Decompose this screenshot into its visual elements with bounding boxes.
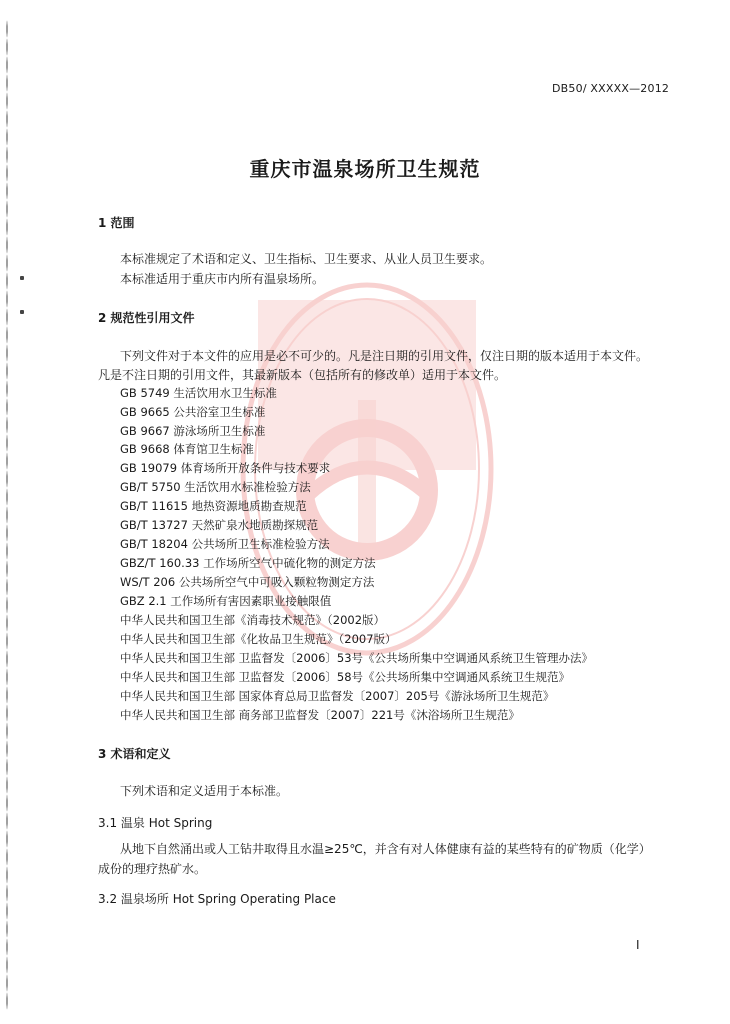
reference-item: WS/T 206 公共场所空气中可吸入颗粒物测定方法 bbox=[120, 575, 375, 589]
reference-item: 中华人民共和国卫生部 卫监督发〔2006〕53号《公共场所集中空调通风系统卫生管理办法》 bbox=[120, 651, 594, 665]
reference-item: GB/T 5750 生活饮用水标准检验方法 bbox=[120, 480, 311, 494]
section-2-heading: 2 规范性引用文件 bbox=[98, 311, 195, 325]
reference-item: GBZ 2.1 工作场所有害因素职业接触限值 bbox=[120, 594, 332, 608]
reference-item: GB/T 18204 公共场所卫生标准检验方法 bbox=[120, 537, 330, 551]
reference-item: 中华人民共和国卫生部 卫监督发〔2006〕58号《公共场所集中空调通风系统卫生规范》 bbox=[120, 670, 571, 684]
page-number: I bbox=[636, 938, 640, 952]
reference-item: 中华人民共和国卫生部《消毒技术规范》（2002版） bbox=[120, 613, 386, 627]
reference-item: 中华人民共和国卫生部 国家体育总局卫监督发〔2007〕205号《游泳场所卫生规范》 bbox=[120, 689, 555, 703]
reference-item: GB/T 13727 天然矿泉水地质勘探规范 bbox=[120, 518, 319, 532]
term-3-1-definition-2: 成份的理疗热矿水。 bbox=[98, 862, 207, 876]
section-1-heading: 1 范围 bbox=[98, 216, 135, 230]
section-3-heading: 3 术语和定义 bbox=[98, 747, 171, 761]
section-3-intro: 下列术语和定义适用于本标准。 bbox=[120, 784, 289, 798]
reference-item: GB 9667 游泳场所卫生标准 bbox=[120, 424, 266, 438]
document-title: 重庆市温泉场所卫生规范 bbox=[249, 157, 481, 181]
section-1-para-1: 本标准规定了术语和定义、卫生指标、卫生要求、从业人员卫生要求。 bbox=[120, 252, 493, 266]
section-1-para-2: 本标准适用于重庆市内所有温泉场所。 bbox=[120, 272, 325, 286]
term-3-1-definition-1: 从地下自然涌出或人工钻井取得且水温≥25℃，并含有对人体健康有益的某些特有的矿物质（化学） bbox=[120, 842, 651, 856]
document-code: DB50/ XXXXX—2012 bbox=[552, 82, 670, 95]
margin-mark bbox=[20, 310, 24, 314]
reference-item: GB 19079 体育场所开放条件与技术要求 bbox=[120, 461, 331, 475]
reference-item: GBZ/T 160.33 工作场所空气中硫化物的测定方法 bbox=[120, 556, 376, 570]
section-2-intro-1: 下列文件对于本文件的应用是必不可少的。凡是注日期的引用文件，仅注日期的版本适用于本文件。 bbox=[120, 349, 649, 363]
margin-mark bbox=[20, 276, 24, 280]
section-2-intro-2: 凡是不注日期的引用文件，其最新版本（包括所有的修改单）适用于本文件。 bbox=[98, 368, 507, 382]
reference-item: GB/T 11615 地热资源地质勘查规范 bbox=[120, 499, 307, 513]
reference-item: GB 9668 体育馆卫生标准 bbox=[120, 442, 254, 456]
reference-item: GB 9665 公共浴室卫生标准 bbox=[120, 405, 266, 419]
reference-item: GB 5749 生活饮用水卫生标准 bbox=[120, 386, 277, 400]
reference-item: 中华人民共和国卫生部 商务部卫监督发〔2007〕221号《沐浴场所卫生规范》 bbox=[120, 708, 520, 722]
term-3-2-heading: 3.2 温泉场所 Hot Spring Operating Place bbox=[98, 892, 336, 906]
term-3-1-heading: 3.1 温泉 Hot Spring bbox=[98, 816, 213, 830]
reference-item: 中华人民共和国卫生部《化妆品卫生规范》（2007版） bbox=[120, 632, 397, 646]
